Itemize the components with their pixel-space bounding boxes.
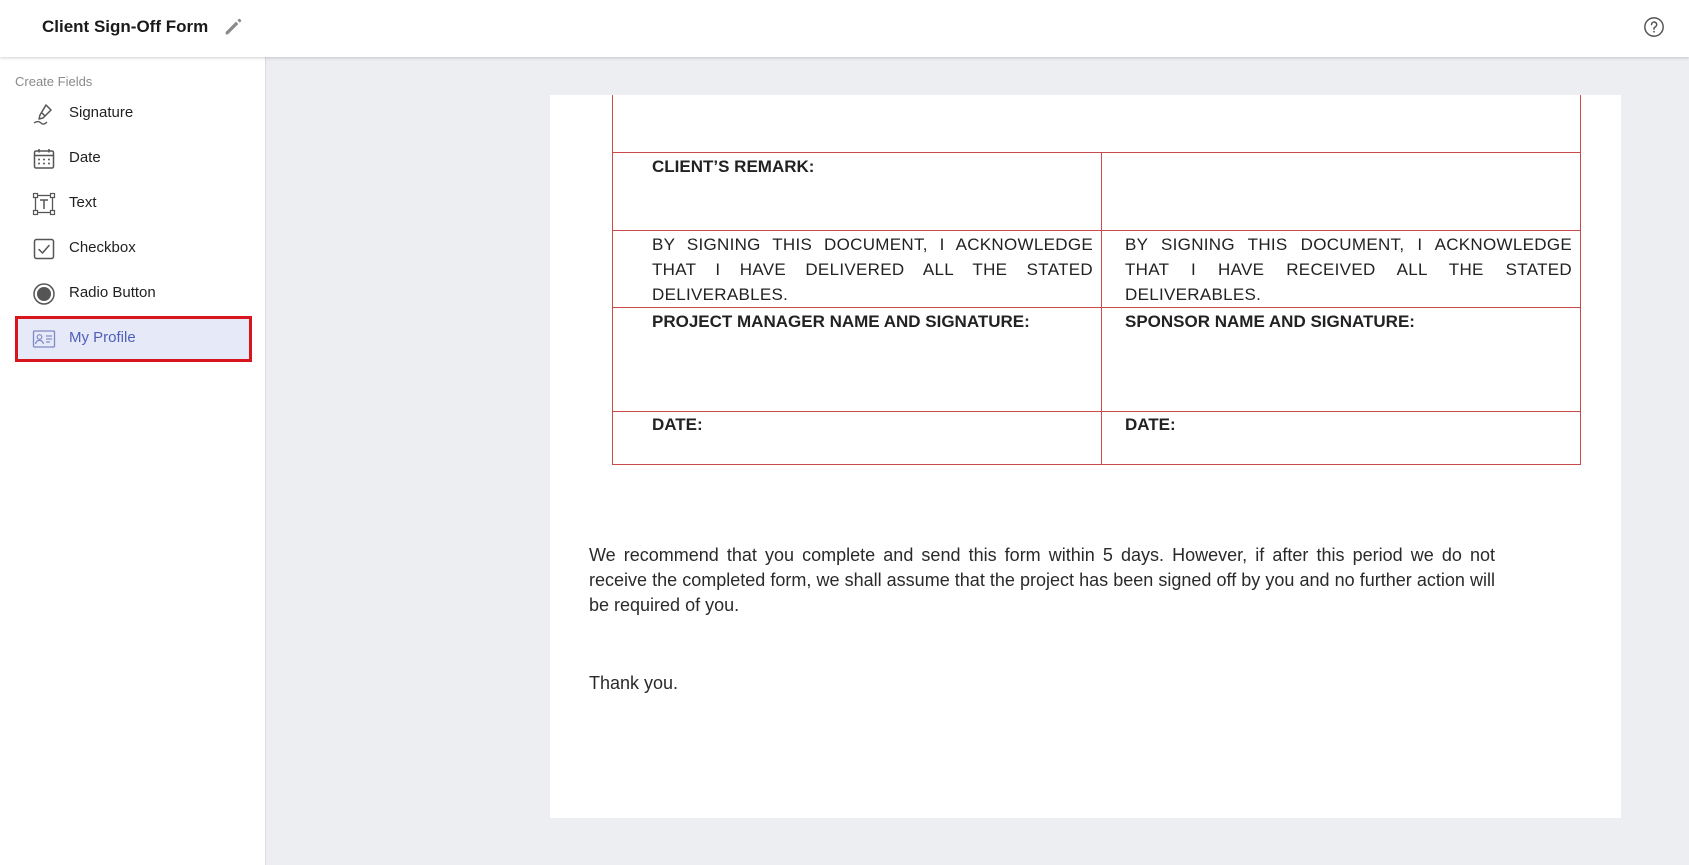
field-radio-button-label: Radio Button — [69, 284, 156, 301]
field-checkbox[interactable] — [17, 228, 250, 270]
date-label-right: DATE: — [1125, 415, 1176, 434]
closing-text: Thank you. — [589, 673, 679, 693]
project-manager-signature-label: PROJECT MANAGER NAME AND SIGNATURE: — [652, 312, 1030, 331]
field-signature-label: Signature — [69, 104, 134, 121]
top-bar — [0, 0, 1689, 57]
field-radio-button[interactable] — [17, 273, 250, 315]
field-text[interactable] — [17, 183, 250, 225]
signature-pen-icon — [32, 102, 56, 126]
field-date[interactable] — [17, 138, 250, 180]
field-checkbox-label: Checkbox — [69, 239, 136, 256]
table-column-divider — [1101, 152, 1102, 465]
recommendation-paragraph: We recommend that you complete and send this form within 5 days. However, if after this period we do not receive the completed form, we shall assume that the project has been signed off by you and no further action will be required of you. — [589, 545, 1495, 615]
table-border-left — [612, 95, 613, 465]
create-fields-sidebar — [0, 57, 266, 865]
field-text-label: Text — [69, 194, 97, 211]
field-date-label: Date — [69, 149, 101, 166]
document-page[interactable] — [550, 95, 1621, 818]
create-fields-label: Create Fields — [15, 74, 93, 89]
field-my-profile[interactable] — [17, 318, 250, 360]
calendar-icon — [32, 147, 56, 171]
table-border-right — [1580, 95, 1581, 465]
document-title[interactable]: Client Sign-Off Form — [42, 17, 209, 36]
date-label-left: DATE: — [652, 415, 703, 434]
table-row-line — [612, 230, 1581, 231]
help-circle-icon[interactable] — [1643, 16, 1665, 38]
profile-card-icon — [32, 327, 56, 351]
table-border-bottom — [612, 464, 1581, 465]
table-row-line — [612, 411, 1581, 412]
radio-button-icon — [32, 282, 56, 306]
field-signature[interactable] — [17, 93, 250, 135]
pencil-icon[interactable] — [222, 16, 244, 38]
text-box-icon — [32, 192, 56, 216]
acknowledge-received-text: BY SIGNING THIS DOCUMENT, I ACKNOWLEDGE THAT I HAVE RECEIVED ALL THE STATED DELIVERABLES. — [1125, 235, 1572, 304]
acknowledge-delivered-text: BY SIGNING THIS DOCUMENT, I ACKNOWLEDGE THAT I HAVE DELIVERED ALL THE STATED DELIVERABLES. — [652, 235, 1093, 304]
table-row-line — [612, 152, 1581, 153]
clients-remark-label: CLIENT’S REMARK: — [652, 157, 815, 176]
checkbox-icon — [32, 237, 56, 261]
field-my-profile-label: My Profile — [69, 329, 136, 346]
sponsor-signature-label: SPONSOR NAME AND SIGNATURE: — [1125, 312, 1415, 331]
table-row-line — [612, 307, 1581, 308]
